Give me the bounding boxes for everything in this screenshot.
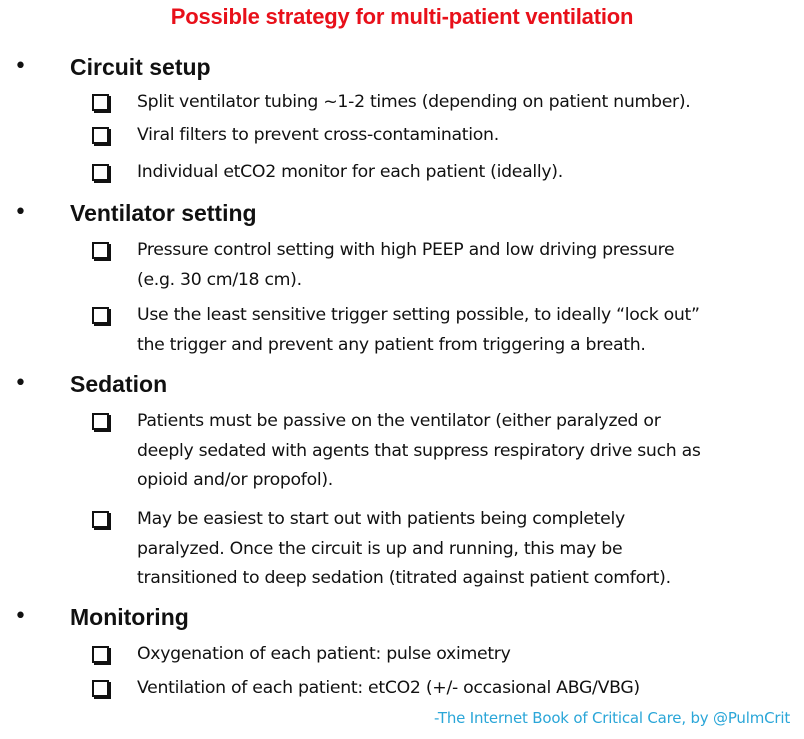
section-heading: Sedation xyxy=(70,371,168,397)
section-heading: Circuit setup xyxy=(70,54,211,80)
item-text: Ventilation of each patient: etCO2 (+/- occasional ABG/VBG) xyxy=(137,678,640,698)
checkbox-icon xyxy=(92,680,109,697)
bullet-icon: • xyxy=(14,604,27,629)
item-text: Viral filters to prevent cross-contamination. xyxy=(137,125,499,145)
checkbox-icon xyxy=(92,94,109,111)
item-text: Use the least sensitive trigger setting possible, to ideally “lock out” the trigger and prevent any patient from triggering a breath. xyxy=(137,305,700,355)
checkbox-icon xyxy=(92,646,109,663)
checkbox-icon xyxy=(92,242,109,259)
page-title: Possible strategy for multi-patient ventilation xyxy=(170,4,634,29)
checkbox-icon xyxy=(92,127,109,144)
section-heading: Monitoring xyxy=(70,604,189,630)
checkbox-icon xyxy=(92,511,109,528)
bullet-icon: • xyxy=(14,200,27,225)
item-text: Pressure control setting with high PEEP and low driving pressure (e.g. 30 cm/18 cm). xyxy=(137,240,675,290)
credit-text: -The Internet Book of Critical Care, by @PulmCrit xyxy=(434,709,790,727)
item-text: May be easiest to start out with patients being completely paralyzed. Once the circuit is up and running, this may be transitioned to deep sedation (titrated against patient comfort). xyxy=(137,509,671,588)
checkbox-icon xyxy=(92,413,109,430)
item-text: Individual etCO2 monitor for each patient (ideally). xyxy=(137,162,563,182)
bullet-icon: • xyxy=(14,371,27,396)
bullet-icon: • xyxy=(14,54,27,79)
item-text: Patients must be passive on the ventilator (either paralyzed or deeply sedated with agents that suppress respiratory drive such as opioid and/or propofol). xyxy=(137,411,701,490)
item-text: Oxygenation of each patient: pulse oximetry xyxy=(137,644,511,664)
checkbox-icon xyxy=(92,307,109,324)
section-heading: Ventilator setting xyxy=(70,200,257,226)
checkbox-icon xyxy=(92,164,109,181)
item-text: Split ventilator tubing ~1-2 times (depending on patient number). xyxy=(137,92,691,112)
